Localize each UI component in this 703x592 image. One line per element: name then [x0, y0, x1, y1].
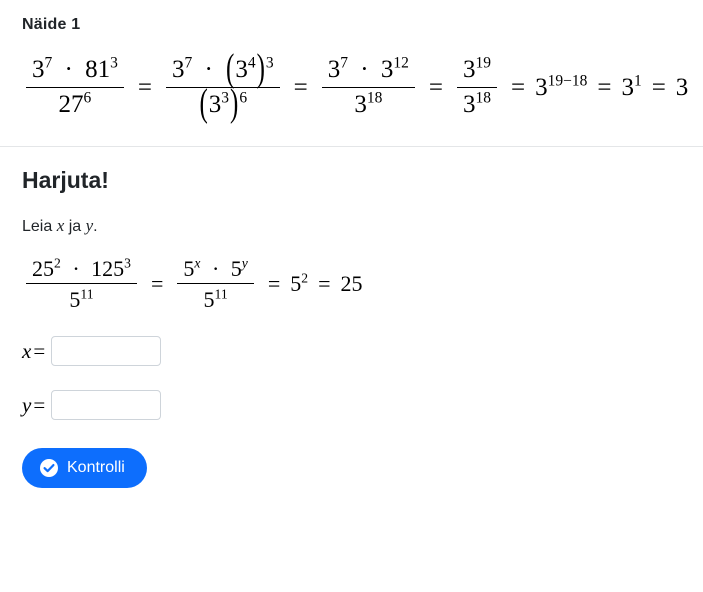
answer-label-y: y — [22, 392, 32, 417]
example-step5: $3^{19-18}$ — [535, 72, 588, 101]
instruction-variable-x: x — [56, 215, 65, 235]
fraction-1-denominator: $27^6$ — [26, 87, 124, 120]
example-step6: $3^1$ — [621, 72, 642, 101]
practice-fraction-1-numerator: $25^2 \cdot 125^3$ — [32, 255, 131, 281]
answer-row-x — [0, 336, 703, 366]
fraction-2-denominator: $(3^3)^6$ — [166, 87, 280, 120]
practice-fraction-1 — [26, 256, 137, 313]
example-title: Näide 1 — [22, 16, 81, 33]
example-equation — [0, 48, 703, 125]
fraction-3-numerator: $3^7 \cdot 3^{12}$ — [327, 54, 409, 83]
equals-sign-2: = — [293, 73, 308, 101]
check-circle-icon — [40, 459, 58, 477]
check-button[interactable] — [22, 448, 147, 488]
equals-sign-4: = — [510, 73, 526, 101]
practice-result: 25 — [340, 270, 363, 296]
answer-equals-y: = — [33, 392, 46, 417]
fraction-4 — [457, 56, 497, 120]
fraction-1-numerator: $3^7 \cdot 81^3$ — [32, 54, 118, 83]
equals-sign-3: = — [428, 73, 443, 101]
practice-equals-1: = — [150, 270, 164, 296]
practice-instruction — [0, 194, 703, 236]
fraction-3 — [322, 56, 415, 120]
answer-input-y[interactable] — [51, 390, 161, 420]
answer-equals-x: = — [33, 338, 46, 363]
fraction-1 — [26, 56, 124, 120]
instruction-prefix: Leia — [22, 217, 57, 235]
practice-fraction-2-denominator: $5^{11}$ — [177, 283, 253, 312]
answer-input-x[interactable] — [51, 336, 161, 366]
fraction-4-numerator: $3^{19}$ — [462, 54, 491, 83]
check-button-label: Kontrolli — [67, 459, 125, 477]
practice-fraction-2 — [177, 256, 253, 313]
instruction-middle: ja — [64, 217, 86, 235]
equals-sign-5: = — [597, 73, 612, 101]
instruction-variable-y: y — [85, 215, 94, 235]
practice-fraction-2-numerator: $5^x \cdot 5^y$ — [183, 255, 248, 281]
practice-equation — [0, 256, 703, 313]
example-result: 3 — [675, 73, 689, 101]
equals-sign-1: = — [137, 73, 152, 101]
fraction-4-denominator: $3^{18}$ — [457, 87, 497, 120]
practice-step3: $5^2$ — [290, 270, 309, 296]
practice-equals-2: = — [267, 270, 281, 296]
answer-label-x: x — [22, 338, 32, 363]
instruction-suffix: . — [93, 217, 98, 235]
fraction-3-denominator: $3^{18}$ — [322, 87, 415, 120]
equals-sign-6: = — [651, 73, 666, 101]
fraction-2 — [166, 48, 280, 125]
answer-row-y — [0, 390, 703, 420]
practice-fraction-1-denominator: $5^{11}$ — [26, 283, 137, 312]
fraction-2-numerator: $3^7 \cdot (3^4)^3$ — [171, 48, 274, 90]
practice-title: Harjuta! — [22, 166, 109, 193]
practice-equals-3: = — [318, 270, 331, 296]
